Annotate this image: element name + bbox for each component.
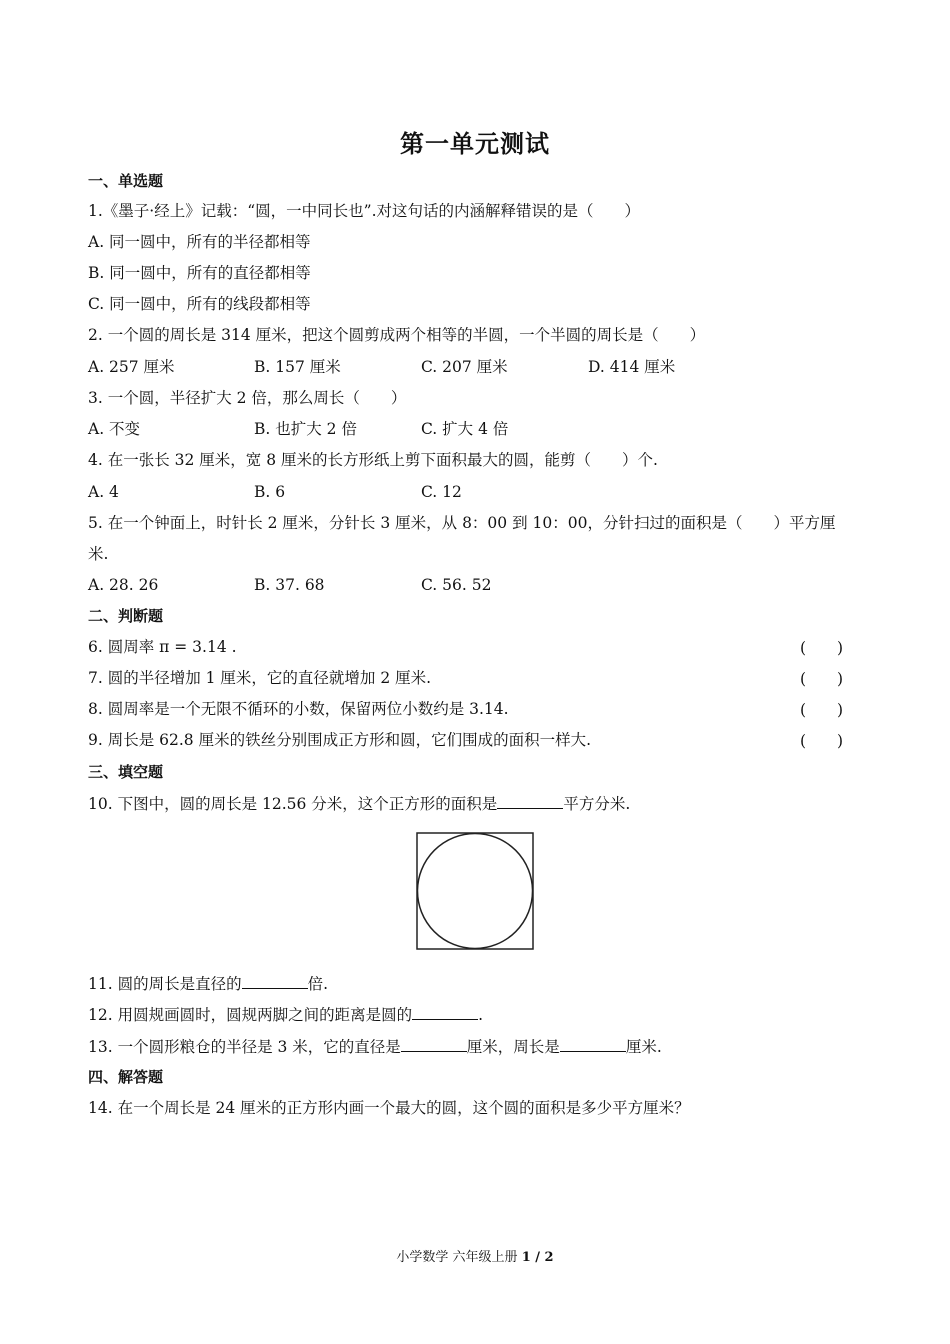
answer-blank xyxy=(412,1003,478,1020)
question-2-stem: 2. 一个圆的周长是 314 厘米，把这个圆剪成两个相等的半圆，一个半圆的周长是（ ） xyxy=(88,326,706,344)
question-2-option-d: D. 414 厘米 xyxy=(588,358,676,376)
square-with-inscribed-circle-figure xyxy=(416,832,534,950)
section-heading-true-false: 二、判断题 xyxy=(88,607,164,625)
question-6-stem: 6. 圆周率 π = 3.14 . xyxy=(88,638,237,656)
question-2-option-b: B. 157 厘米 xyxy=(254,358,341,376)
question-4-option-a: A. 4 xyxy=(88,483,119,501)
question-4-option-b: B. 6 xyxy=(254,483,286,501)
question-3-option-a: A. 不变 xyxy=(88,420,141,438)
question-6-answer-parens: ( ) xyxy=(800,639,844,657)
section-heading-single-choice: 一、单选题 xyxy=(88,172,164,190)
question-13-text: 13. 一个圆形粮仓的半径是 3 米，它的直径是 xyxy=(88,1038,401,1056)
question-1-option-a: A. 同一圆中，所有的半径都相等 xyxy=(88,233,311,251)
question-10-text: 10. 下图中，圆的周长是 12.56 分米，这个正方形的面积是 xyxy=(88,795,498,813)
question-5-option-b: B. 37. 68 xyxy=(254,576,325,594)
question-5-option-a: A. 28. 26 xyxy=(88,576,159,594)
question-8-stem: 8. 圆周率是一个无限不循环的小数，保留两位小数约是 3.14. xyxy=(88,700,509,718)
question-13-mid: 厘米，周长是 xyxy=(466,1038,560,1056)
question-5-stem: 5. 在一个钟面上，时针长 2 厘米，分针长 3 厘米，从 8：00 到 10：00，分针扫过的面积是（ ）平方厘 xyxy=(88,514,836,532)
question-3-option-b: B. 也扩大 2 倍 xyxy=(254,420,357,438)
section-heading-solve: 四、解答题 xyxy=(88,1068,164,1086)
section-heading-fill-blank: 三、填空题 xyxy=(88,763,164,781)
answer-blank xyxy=(401,1035,467,1052)
question-5-option-c: C. 56. 52 xyxy=(421,576,492,594)
question-3-option-c: C. 扩大 4 倍 xyxy=(421,420,509,438)
question-7-answer-parens: ( ) xyxy=(800,670,844,688)
page-number: 1 / 2 xyxy=(521,1250,554,1265)
question-12 xyxy=(88,1003,483,1026)
answer-blank xyxy=(242,972,308,989)
circle-shape xyxy=(418,834,533,949)
question-14-stem: 14. 在一个周长是 24 厘米的正方形内画一个最大的圆，这个圆的面积是多少平方厘米？ xyxy=(88,1099,690,1117)
question-11 xyxy=(88,972,328,995)
question-2-option-a: A. 257 厘米 xyxy=(88,358,175,376)
question-13 xyxy=(88,1035,662,1058)
page-footer xyxy=(0,1246,950,1265)
footer-text: 小学数学 六年级上册 xyxy=(396,1250,522,1265)
question-8-answer-parens: ( ) xyxy=(800,701,844,719)
question-10 xyxy=(88,792,630,815)
question-4-stem: 4. 在一张长 32 厘米，宽 8 厘米的长方形纸上剪下面积最大的圆，能剪（ ）个. xyxy=(88,451,658,469)
question-12-text: 12. 用圆规画圆时，圆规两脚之间的距离是圆的 xyxy=(88,1006,413,1024)
question-12-tail: . xyxy=(478,1006,484,1024)
question-1-option-c: C. 同一圆中，所有的线段都相等 xyxy=(88,295,311,313)
question-3-stem: 3. 一个圆，半径扩大 2 倍，那么周长（ ） xyxy=(88,389,407,407)
answer-blank xyxy=(560,1035,626,1052)
question-1-option-b: B. 同一圆中，所有的直径都相等 xyxy=(88,264,311,282)
question-2-option-c: C. 207 厘米 xyxy=(421,358,508,376)
question-9-stem: 9. 周长是 62.8 厘米的铁丝分别围成正方形和圆，它们围成的面积一样大. xyxy=(88,731,592,749)
question-7-stem: 7. 圆的半径增加 1 厘米，它的直径就增加 2 厘米. xyxy=(88,669,432,687)
page-title: 第一单元测试 xyxy=(400,129,550,158)
question-11-text: 11. 圆的周长是直径的 xyxy=(88,975,242,993)
question-5-stem-continued: 米. xyxy=(88,545,109,563)
question-11-tail: 倍. xyxy=(307,975,329,993)
question-4-option-c: C. 12 xyxy=(421,483,462,501)
answer-blank xyxy=(497,792,563,809)
question-10-unit: 平方分米. xyxy=(563,795,631,813)
question-9-answer-parens: ( ) xyxy=(800,732,844,750)
question-1-stem: 1.《墨子·经上》记载：“圆，一中同长也”.对这句话的内涵解释错误的是（ ） xyxy=(88,202,640,220)
question-13-tail: 厘米. xyxy=(625,1038,662,1056)
